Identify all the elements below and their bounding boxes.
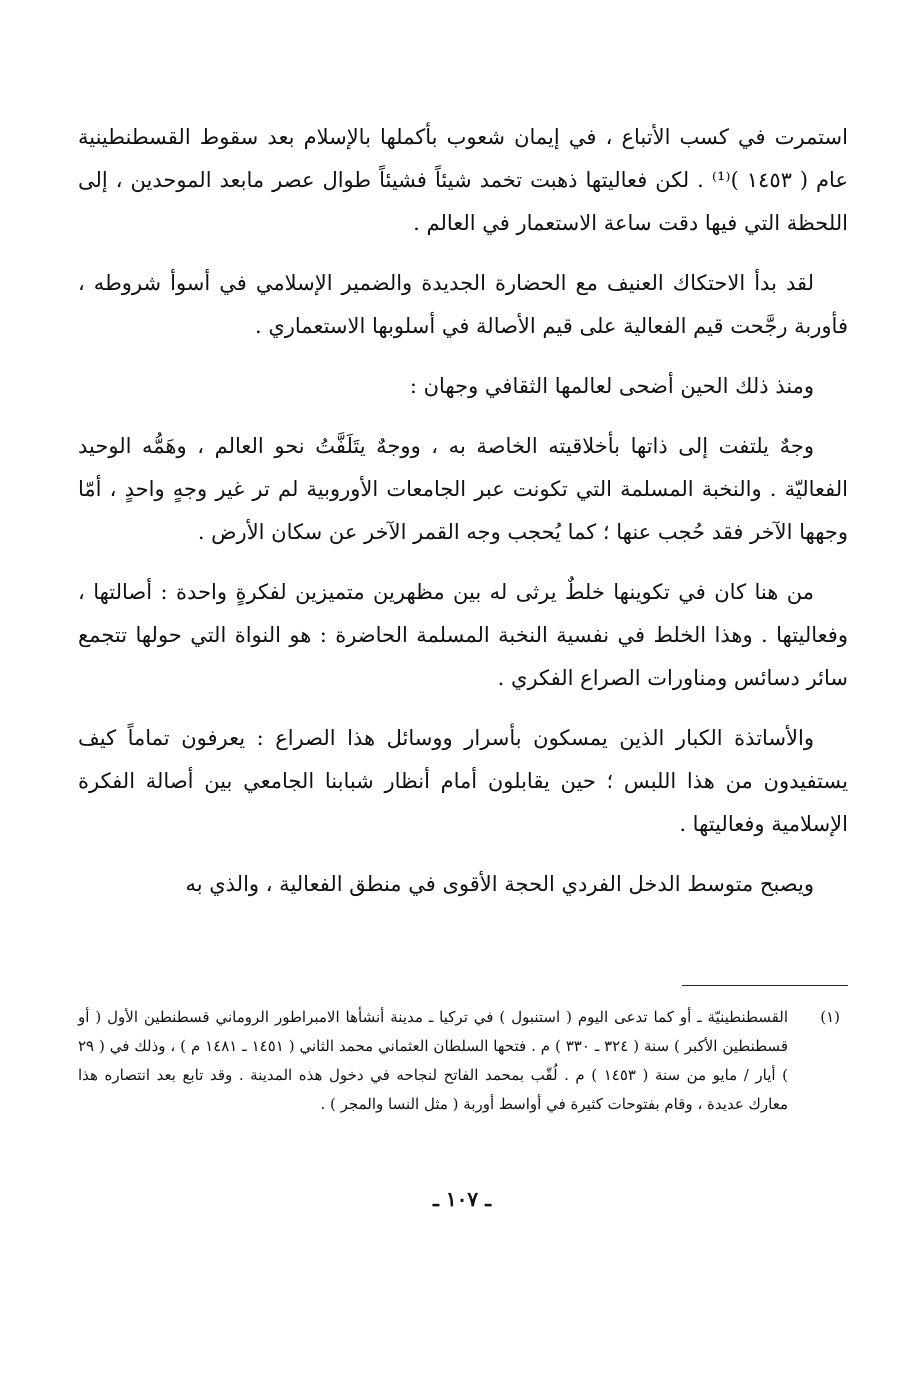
- paragraph-1: استمرت في كسب الأتباع ، في إيمان شعوب بأكملها بالإسلام بعد سقوط القسطنطينية عام ( ١٤٥٣ )⁽¹⁾ . لكن فعاليتها ذهبت تخمد شيئاً فشيئاً طوال عصر مابعد الموحدين ، إلى اللحظة التي فيها دقت ساعة الاستعمار في العالم .: [78, 125, 848, 235]
- paragraph-6: والأساتذة الكبار الذين يمسكون بأسرار ووسائل هذا الصراع : يعرفون تماماً كيف يستفيدون من هذا اللبس ؛ حين يقابلون أمام أنظار شبابنا الجامعي بين أصالة الفكرة الإسلامية وفعاليتها .: [78, 726, 848, 836]
- page-number: ـ ١٠٧ ـ: [433, 1187, 491, 1211]
- main-text: [78, 116, 848, 906]
- footnote-text: القسطنطينيّة ـ أو كما تدعى اليوم ( استنبول ) في تركيا ـ مدينة أنشأها الامبراطور الروماني قسطنطين الأول ( أو قسطنطين الأكبر ) سنة ( ٣٢٤ ـ ٣٣٠ ) م . فتحها السلطان العثماني محمد الثاني ( ١٤٥١ ـ ١٤٨١ م ) ، وذلك في ( ٢٩ ) أيار / مايو من سنة ( ١٤٥٣ ) م . لُقّب بمحمد الفاتح لنجاحه في دخول هذه المدينة . وقد تابع بعد انتصاره هذا معارك عديدة ، وقام بفتوحات كثيرة في أواسط أوربة ( مثل النسا والمجر ) .: [78, 1008, 788, 1113]
- paragraph-7: ويصبح متوسط الدخل الفردي الحجة الأقوى في منطق الفعالية ، والذي به: [185, 872, 814, 896]
- footnote-separator: [682, 985, 848, 986]
- paragraph-4: وجهٌ يلتفت إلى ذاتها بأخلاقيته الخاصة به ، ووجهٌ يتَلَفَّتُ نحو العالم ، وهَمُّه الوحيد الفعاليّة . والنخبة المسلمة التي تكونت عبر الجامعات الأوروبية لم تر غير وجهٍ واحدٍ ، أمّا وجهها الآخر فقد حُجب عنها ؛ كما يُحجب وجه القمر الآخر عن سكان الأرض .: [78, 434, 848, 544]
- footnote-number: (١): [820, 1008, 840, 1026]
- paragraph-2: لقد بدأ الاحتكاك العنيف مع الحضارة الجديدة والضمير الإسلامي في أسوأ شروطه ، فأوربة رجَّحت قيم الفعالية على قيم الأصالة في أسلوبها الاستعماري .: [78, 271, 848, 338]
- paragraph-5: من هنا كان في تكوينها خلطٌ يرثى له بين مظهرين متميزين لفكرةٍ واحدة : أصالتها ، وفعاليتها . وهذا الخلط في نفسية النخبة المسلمة الحاضرة : هو النواة التي حولها تتجمع سائر دسائس ومناورات الصراع الفكري .: [78, 580, 848, 690]
- footnote: [78, 1003, 848, 1119]
- paragraph-3: ومنذ ذلك الحين أضحى لعالمها الثقافي وجهان :: [409, 374, 814, 398]
